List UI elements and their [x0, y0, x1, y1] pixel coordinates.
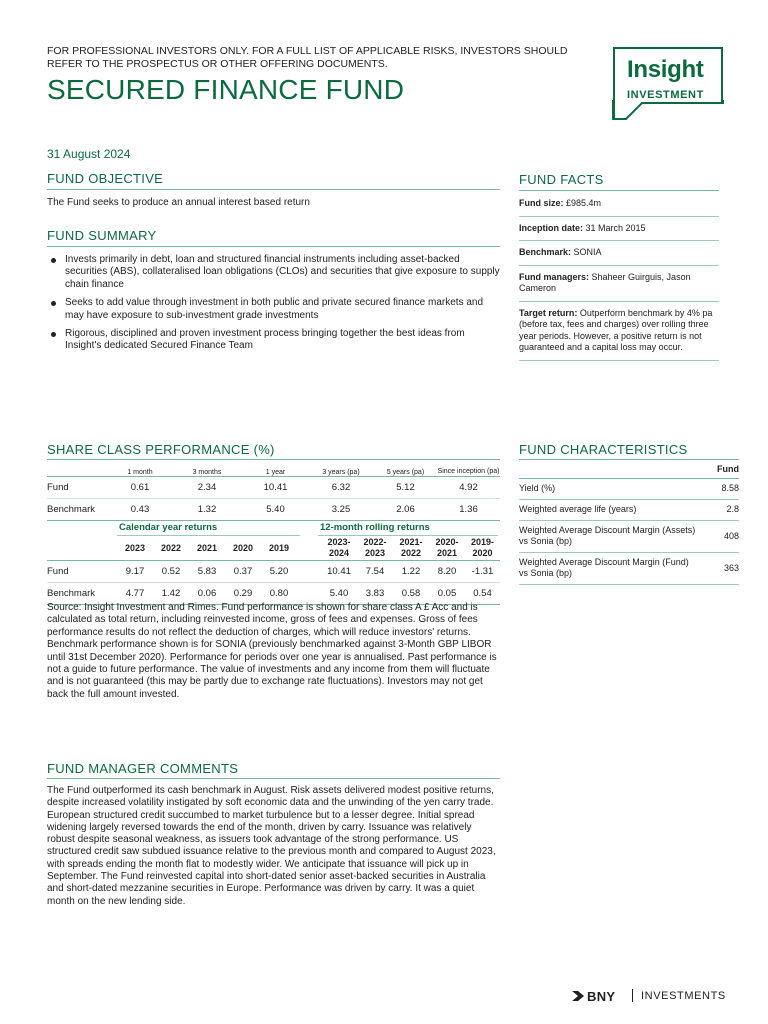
cell: -1.31 [471, 565, 494, 577]
performance-source: Source: Insight Investment and Rimes. Fund performance is shown for share class A £ Acc and is calculated as total return, including reinvested income, gross of fees and expenses. Gross of fees performance results do not reflect the deduction of charges, which will reduce investors' returns. Benchmark performance shown is for SONIA (previously benchmarked against 3-Month GBP LIBOR until 31st December 2020). Performance for periods over one year is annualised. Past performance is not a guide to future performance. The value of investments and any income from them will fluctuate and is not guaranteed (this may be partly due to exchange rate fluctuations). Investors may not get back the full amount invested. [47, 602, 497, 700]
cell: 0.06 [197, 587, 217, 599]
summary-bullet: Seeks to add value through investment in both public and private secured finance markets and may have exposure to sub-investment grade investments [47, 297, 502, 322]
characteristics-rule [519, 459, 739, 460]
cell: 5.83 [197, 565, 217, 577]
cell: 9.17 [125, 565, 145, 577]
table-row [47, 498, 500, 520]
disclaimer: FOR PROFESSIONAL INVESTORS ONLY. FOR A FULL LIST OF APPLICABLE RISKS, INVESTORS SHOULD REFER TO THE PROSPECTUS OR OTHER OFFERING DOCUMENTS. [47, 45, 568, 70]
cell: 8.58 [699, 478, 739, 499]
table-row [519, 478, 739, 499]
cell: 2.8 [699, 499, 739, 520]
performance-corner [47, 458, 109, 476]
performance-col-header: 1 month [127, 468, 153, 476]
logo-sub-text: INVESTMENT [627, 89, 704, 101]
period-end: 2021 [436, 547, 458, 558]
cell: 3.83 [365, 587, 385, 599]
period-start: 2022- [363, 536, 387, 547]
fact-value: 31 March 2015 [583, 222, 646, 233]
facts-heading: FUND FACTS [519, 172, 604, 187]
cell: 10.41 [263, 481, 288, 493]
summary-heading: FUND SUMMARY [47, 228, 157, 243]
cell: 0.43 [130, 503, 150, 515]
cell: 3.25 [331, 503, 351, 515]
performance-table [47, 458, 500, 521]
page-title: SECURED FINANCE FUND [47, 74, 405, 105]
calendar-table [47, 536, 500, 605]
cell: 1.42 [161, 587, 181, 599]
period-header [429, 536, 465, 560]
logo-main-text: Insight [627, 56, 704, 83]
row-label: Weighted Average Discount Margin (Fund) vs Sonia (bp) [519, 552, 699, 584]
cell: 0.37 [233, 565, 253, 577]
year-header: 2020 [232, 542, 254, 553]
period-start: 2019- [470, 536, 495, 547]
objective-text: The Fund seeks to produce an annual interest based return [47, 197, 310, 208]
period-end: 2024 [328, 547, 350, 558]
cell: 4.77 [125, 587, 145, 599]
period-start: 2020- [435, 536, 459, 547]
fact-item [519, 241, 719, 266]
bny-arrow-icon [572, 991, 586, 1001]
row-label: Benchmark [47, 503, 96, 515]
performance-col-header: 5 years (pa) [386, 468, 425, 476]
table-row [519, 520, 739, 552]
fact-value: SONIA [571, 247, 602, 257]
year-header: 2019 [268, 542, 290, 553]
logo-frame-right [721, 47, 723, 102]
cell: 408 [699, 520, 739, 552]
fact-label: Benchmark: [519, 247, 572, 257]
objective-rule [47, 189, 500, 190]
characteristics-table [519, 461, 739, 585]
cell: 5.40 [266, 503, 285, 515]
cell: 2.06 [396, 503, 415, 515]
comments-heading: FUND MANAGER COMMENTS [47, 761, 239, 776]
period-header [321, 536, 357, 560]
cell: 0.58 [401, 587, 421, 599]
cell: 363 [699, 552, 739, 584]
cell: 8.20 [437, 565, 457, 577]
facts-rule [519, 190, 719, 191]
rolling-heading: 12-month rolling returns [320, 522, 430, 533]
year-header: 2023 [124, 542, 146, 553]
cell: 0.61 [130, 481, 150, 493]
period-end: 2022 [400, 547, 422, 558]
year-header: 2021 [196, 542, 218, 553]
performance-col-header: 3 years (pa) [322, 468, 360, 476]
performance-col-header: 3 months [192, 468, 222, 476]
summary-rule [47, 246, 500, 247]
summary-bullet: Rigorous, disciplined and proven investment process bringing together the best ideas from Insight's dedicated Secured Finance Team [47, 328, 502, 353]
table-row [47, 476, 500, 498]
table-row [519, 552, 739, 584]
calendar-header-row [47, 536, 500, 560]
fact-item [519, 266, 719, 302]
period-end: 2023 [364, 547, 386, 558]
objective-heading: FUND OBJECTIVE [47, 171, 164, 186]
fact-label: Inception date: [519, 222, 584, 233]
footer-brand: BNY [587, 989, 616, 1004]
cell: 6.32 [331, 481, 351, 493]
period-start: 2021- [399, 536, 423, 547]
cell: 10.41 [327, 565, 351, 577]
cell: 0.52 [161, 565, 181, 577]
period-header [357, 536, 393, 560]
comments-rule [47, 778, 500, 779]
cell: 5.12 [396, 481, 415, 493]
fact-value: Shaheer Guirguis, Jason Cameron [519, 271, 691, 293]
characteristics-header-row [519, 461, 739, 478]
cell: 5.20 [269, 565, 289, 577]
cell: 4.92 [459, 481, 478, 493]
period-header [393, 536, 429, 560]
row-label: Weighted average life (years) [519, 499, 699, 520]
period-end: 2020 [472, 547, 493, 558]
performance-col-header: 1 year [265, 468, 286, 476]
cell: 2.34 [197, 481, 217, 493]
row-label: Fund [47, 565, 69, 577]
fact-item [519, 302, 719, 361]
fact-label: Fund size: [519, 198, 564, 208]
row-label: Fund [47, 481, 69, 493]
performance-col-header: Since inception (pa) [437, 467, 500, 475]
comments-text: The Fund outperformed its cash benchmark in August. Risk assets delivered modest positive returns, despite increased volatility instigated by soft economic data and the unwinding of the yen carry trade. European structured credit succumbed to market turbulence but to a lesser degree. Initial spread widening largely reversed towards the end of the month, driven by carry. Issuance was relatively robust despite seasonal weakness, as issuers took advantage of the strong performance. US structured credit saw subdued issuance relative to the previous month and compared to August 2023, with spreads ending the month flat to modestly wider. We anticipate that issuance will pick up in September. The Fund reinvested capital into short-dated senior asset-backed securities in Australia and short-dated mezzanine securities in Europe. Performance was driven by carry. It was a quiet month on the new lending side. [47, 785, 496, 907]
table-row [519, 499, 739, 520]
cell: 0.80 [269, 587, 289, 599]
footer-label: INVESTMENTS [641, 990, 726, 1002]
gap [297, 560, 321, 582]
cell: 0.05 [437, 587, 457, 599]
fact-item [519, 217, 719, 242]
table-row [47, 582, 500, 604]
gap [297, 582, 321, 604]
cell: 1.22 [401, 565, 421, 577]
table-row [47, 560, 500, 582]
characteristics-heading: FUND CHARACTERISTICS [519, 442, 688, 457]
period-header [465, 536, 500, 560]
summary-list [47, 254, 502, 359]
facts-list [519, 192, 719, 361]
cell: 0.29 [233, 587, 253, 599]
gap [297, 536, 321, 560]
period-start: 2023- [327, 536, 351, 547]
fact-item [519, 192, 719, 217]
summary-bullet: Invests primarily in debt, loan and structured financial instruments including asset-backed securities (ABS), collateralised loan obligations (CLOs) and securities that give exposure to supply chain finance [47, 254, 502, 291]
characteristics-col-header: Fund [699, 461, 739, 478]
cell: 7.54 [365, 565, 385, 577]
report-date: 31 August 2024 [47, 147, 131, 161]
row-label: Benchmark [47, 587, 96, 599]
logo-corner [612, 100, 724, 122]
year-header: 2022 [160, 542, 182, 553]
calendar-heading: Calendar year returns [119, 522, 218, 533]
row-label: Weighted Average Discount Margin (Assets) vs Sonia (bp) [519, 520, 699, 552]
performance-heading: SHARE CLASS PERFORMANCE (%) [47, 442, 275, 457]
row-label: Yield (%) [519, 478, 699, 499]
characteristics-corner [519, 461, 699, 478]
calendar-corner [47, 536, 117, 560]
cell: 1.36 [459, 503, 478, 515]
cell: 1.32 [197, 503, 217, 515]
performance-header-row [47, 458, 500, 476]
fact-label: Fund managers: [519, 271, 590, 282]
fact-value: Outperform benchmark by 4% pa (before tax, fees and charges) over rolling three year periods. However, a positive return is not guaranteed and a capital loss may occur. [519, 307, 713, 352]
fact-label: Target return: [519, 307, 578, 318]
fact-value: £985.4m [563, 198, 602, 208]
footer-divider [632, 989, 633, 1002]
cell: 0.54 [473, 587, 492, 599]
cell: 5.40 [329, 587, 349, 599]
